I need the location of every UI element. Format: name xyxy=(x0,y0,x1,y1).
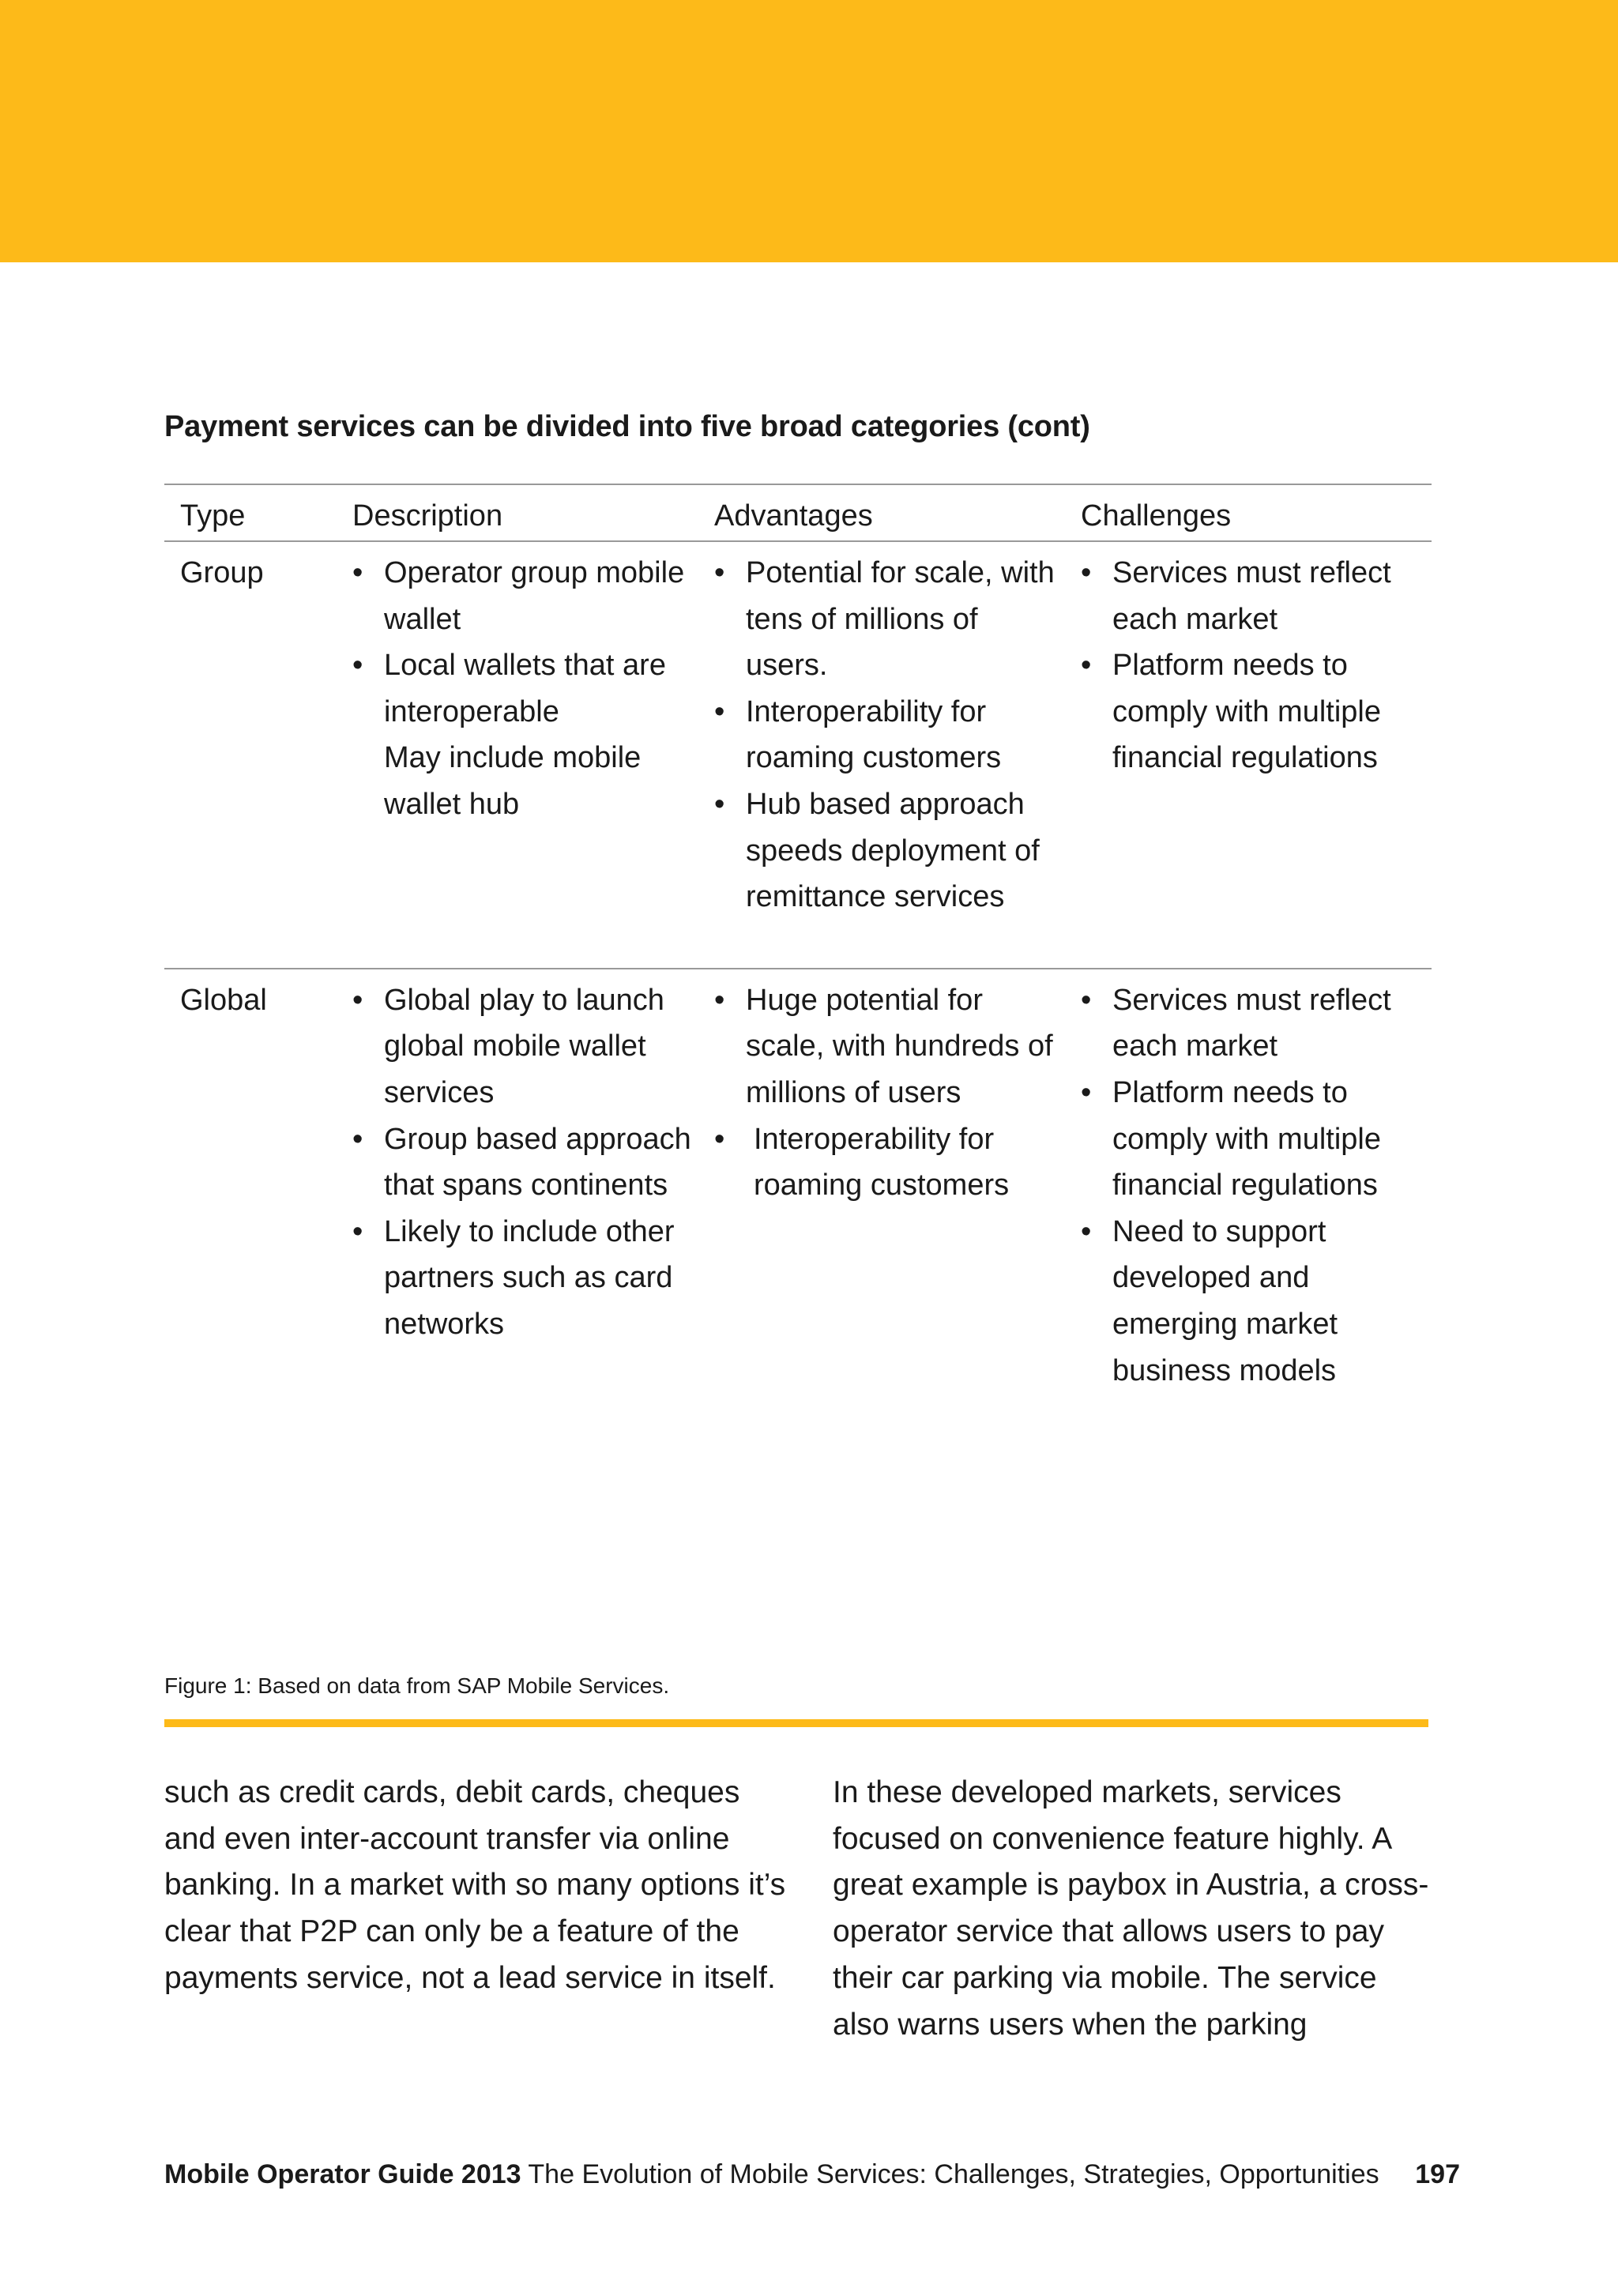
bullet-icon: • xyxy=(1081,556,1092,589)
list-item: • Likely to include other partners such as card networks xyxy=(352,1209,714,1348)
header-description: Description xyxy=(352,484,714,541)
bullet-icon: • xyxy=(1081,983,1092,1017)
footer-guide-title: Mobile Operator Guide 2013 xyxy=(164,2159,521,2189)
list-item: • Services must reflect each market xyxy=(1081,977,1432,1070)
bullet-icon: • xyxy=(714,556,725,589)
list-item: • Interoperability for roaming customers xyxy=(714,689,1081,781)
bullet-icon: • xyxy=(352,1214,363,1248)
bullet-icon: • xyxy=(714,983,725,1017)
list-item: May include mobile wallet hub xyxy=(384,741,642,821)
footer-subtitle: The Evolution of Mobile Services: Challenges, Strategies, Opportunities xyxy=(528,2159,1379,2189)
bullet-icon: • xyxy=(352,556,363,589)
header-color-band xyxy=(0,0,1618,262)
accent-divider xyxy=(164,1719,1428,1727)
payment-categories-table xyxy=(164,484,1432,1410)
bullet-icon: • xyxy=(714,787,725,821)
advantages-cell xyxy=(714,541,1081,969)
bullet-icon: • xyxy=(352,983,363,1017)
bullet-icon: • xyxy=(1081,1075,1092,1109)
challenges-cell xyxy=(1081,969,1432,1410)
row-type: Global xyxy=(164,969,352,1410)
table-row xyxy=(164,969,1432,1410)
list-item: • Platform needs to comply with multiple financial regulations xyxy=(1081,1070,1432,1209)
page-footer xyxy=(164,2157,1460,2192)
list-item: • Services must reflect each market xyxy=(1081,550,1432,642)
bullet-icon: • xyxy=(714,1122,725,1156)
list-item: • Platform needs to comply with multiple financial regulations xyxy=(1081,642,1432,781)
header-challenges: Challenges xyxy=(1081,484,1432,541)
row-type: Group xyxy=(180,556,264,589)
table-title: Payment services can be divided into five broad categories (cont) xyxy=(164,410,1090,443)
list-item: • Potential for scale, with tens of millions of users. xyxy=(714,550,1081,689)
table-row xyxy=(164,541,1432,969)
list-item: • Hub based approach speeds deployment of remittance services xyxy=(714,781,1081,920)
description-cell xyxy=(352,541,714,969)
bullet-icon: • xyxy=(714,694,725,728)
bullet-icon: • xyxy=(352,1122,363,1156)
table-header-row xyxy=(164,484,1432,541)
body-text-right: In these developed markets, services focused on convenience feature highly. A great example is paybox in Austria, a cross-operator service that allows users to pay their car parking via mobile. The service also warns users when the parking xyxy=(833,1775,1429,2042)
list-item: • Local wallets that are interoperable xyxy=(352,642,714,735)
bullet-icon: • xyxy=(352,649,363,683)
advantages-cell xyxy=(714,969,1081,1410)
list-item: • Operator group mobile wallet xyxy=(352,550,714,642)
body-text-left: such as credit cards, debit cards, cheques and even inter-account transfer via online banking. In a market with so many options it’s clear that P2P can only be a feature of the payments service, not a lead service in itself. xyxy=(164,1775,786,1995)
list-item: • Interoperability for roaming customers xyxy=(714,1116,1081,1209)
list-item: • Need to support developed and emerging market business models xyxy=(1081,1209,1432,1394)
figure-caption: Figure 1: Based on data from SAP Mobile Services. xyxy=(164,1673,670,1698)
list-item: • Huge potential for scale, with hundreds of millions of users xyxy=(714,977,1081,1116)
page-number: 197 xyxy=(1415,2159,1460,2189)
list-item: • Global play to launch global mobile wallet services xyxy=(352,977,714,1116)
list-item: • Group based approach that spans continents xyxy=(352,1116,714,1209)
challenges-cell xyxy=(1081,541,1432,969)
description-cell xyxy=(352,969,714,1410)
header-type: Type xyxy=(164,484,352,541)
bullet-icon: • xyxy=(1081,649,1092,683)
header-advantages: Advantages xyxy=(714,484,1081,541)
bullet-icon: • xyxy=(1081,1214,1092,1248)
